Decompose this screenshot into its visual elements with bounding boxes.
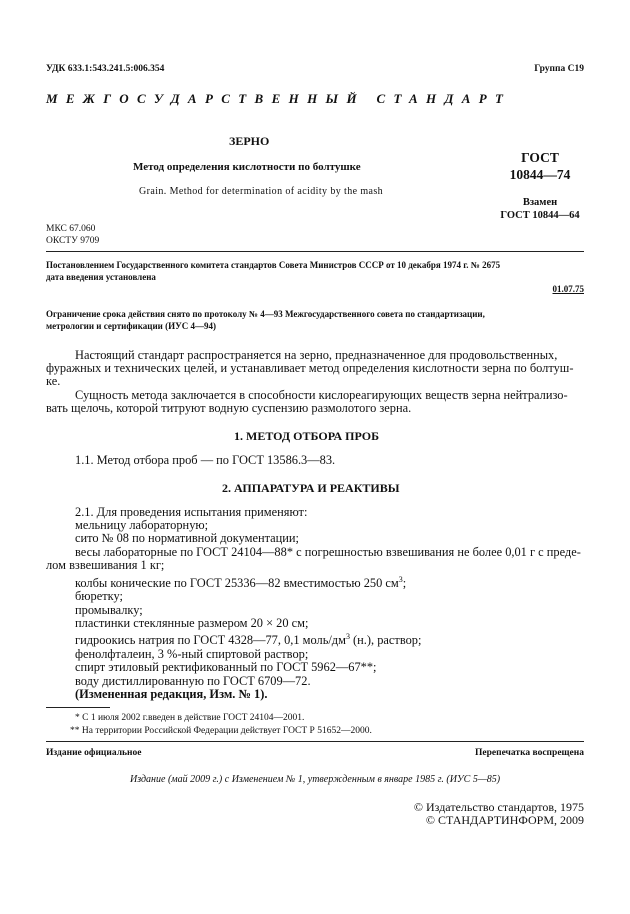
list-item: колбы конические по ГОСТ 25336—82 вместимостью 250 $см^3$;	[75, 574, 407, 590]
section-1-item: 1.1. Метод отбора проб — по ГОСТ 13586.3—83.	[75, 453, 336, 467]
restriction-line-2: метрологии и сертификации (ИУС 4—94)	[46, 321, 216, 331]
list-item: промывалку;	[75, 602, 143, 617]
list-item: весы лабораторные по ГОСТ 24104—88* с погрешностью взвешивания не более 0,01 г с преде-	[75, 544, 581, 559]
list-item: пластинки стеклянные размером 20 × 20 см;	[75, 615, 309, 630]
udk-code: УДК 633.1:543.241.5:006.354	[46, 64, 165, 74]
mks-code: МКС 67.060	[46, 224, 96, 234]
copyright-2: © СТАНДАРТИНФОРМ, 2009	[425, 813, 584, 827]
equipment-list	[46, 518, 581, 702]
official-edition: Издание официальное	[46, 748, 142, 758]
restriction-line-1: Ограничение срока действия снято по протоколу № 4—93 Межгосударственного совета по стандартизации,	[46, 309, 485, 319]
amendment-note: (Измененная редакция, Изм. № 1).	[75, 687, 268, 702]
list-item-continuation: лом взвешивания 1 кг;	[46, 558, 165, 573]
list-item: мельницу лабораторную;	[75, 518, 209, 532]
decree-line-2: дата введения установлена	[46, 272, 156, 282]
section-2-intro: 2.1. Для проведения испытания применяют:	[75, 505, 308, 519]
intro-paragraph-1-line-2: фуражных и технических целей, и устанавливает метод определения кислотности зерна по болтуш-	[46, 361, 574, 375]
section-2-title: 2. АППАРАТУРА И РЕАКТИВЫ	[222, 481, 400, 495]
footnote-rule	[46, 707, 110, 708]
interstate-standard-heading: МЕЖГОСУДАРСТВЕННЫЙ СТАНДАРТ	[46, 91, 512, 106]
footnote-2: ** На территории Российской Федерации действует ГОСТ Р 51652—2000.	[70, 726, 372, 736]
copyright-1: © Издательство стандартов, 1975	[413, 800, 584, 814]
okstu-code: ОКСТУ 9709	[46, 236, 100, 246]
method-title-ru: Метод определения кислотности по болтушке	[133, 161, 361, 173]
replaces-label: Взамен	[522, 197, 558, 208]
gost-number: 10844—74	[509, 167, 571, 182]
group-code: Группа С19	[534, 64, 584, 74]
intro-paragraph-2-line-1: Сущность метода заключается в способности кислореагирующих веществ зерна нейтрализо-	[75, 388, 568, 402]
effective-date: 01.07.75	[552, 284, 584, 294]
list-item: бюретку;	[75, 589, 123, 604]
list-item: спирт этиловый ректификованный по ГОСТ 5962—67**;	[75, 660, 377, 675]
list-item: гидроокись натрия по ГОСТ 4328—77, 0,1 моль/$дм^3$ (н.), раствор;	[75, 632, 422, 648]
footer-divider	[46, 741, 584, 742]
issue-note: Издание (май 2009 г.) с Изменением № 1, утвержденным в январе 1985 г. (ИУС 5—85)	[130, 774, 501, 785]
list-item: воду дистиллированную по ГОСТ 6709—72.	[75, 673, 311, 688]
method-title-en: Grain. Method for determination of acidity by the mash	[139, 186, 384, 197]
document-title: ЗЕРНО	[229, 134, 270, 148]
gost-label: ГОСТ	[521, 150, 559, 165]
list-item: фенолфталеин, 3 %-ный спиртовой раствор;	[75, 646, 309, 661]
intro-paragraph-2-line-2: вать щелочь, которой титруют водную суспензию размолотого зерна.	[46, 401, 412, 415]
decree-line-1: Постановлением Государственного комитета стандартов Совета Министров СССР от 10 декабря 1974 г. № 2675	[46, 260, 501, 270]
divider	[46, 251, 584, 252]
reprint-prohibited: Перепечатка воспрещена	[474, 748, 584, 758]
replaces-standard: ГОСТ 10844—64	[500, 210, 580, 221]
intro-paragraph-1-line-1: Настоящий стандарт распространяется на зерно, предназначенное для продовольственных,	[75, 348, 558, 362]
list-item: сито № 08 по нормативной документации;	[75, 531, 299, 546]
section-1-title: 1. МЕТОД ОТБОРА ПРОБ	[234, 429, 380, 443]
footnote-1: * С 1 июля 2002 г.введен в действие ГОСТ 24104—2001.	[75, 713, 305, 723]
intro-paragraph-1-line-3: ке.	[46, 374, 61, 388]
